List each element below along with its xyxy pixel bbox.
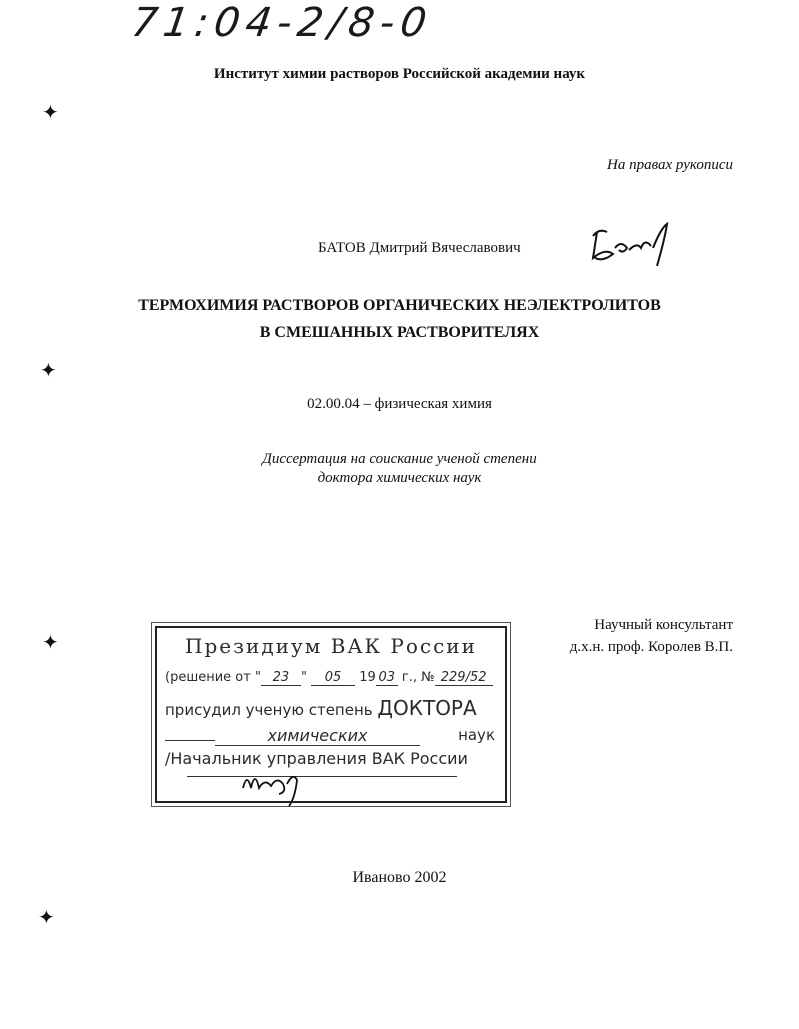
author-signature <box>585 218 685 273</box>
stamp-day: 23 <box>261 670 301 686</box>
manuscript-rights: На правах рукописи <box>607 157 733 173</box>
consultant-label: Научный консультант <box>594 617 733 633</box>
consultant-name: д.х.н. проф. Королев В.П. <box>569 639 733 655</box>
stamp-awarded: присудил ученую степень <box>165 701 373 719</box>
dissertation-title <box>0 292 799 346</box>
archive-number: 71:04-2/8-0 <box>128 0 436 46</box>
stamp-field-suffix: наук <box>458 726 495 744</box>
stamp-signature-line <box>187 776 457 777</box>
stamp-number: 229/52 <box>435 670 493 686</box>
stamp-field-line <box>165 726 495 746</box>
stamp-field-blank <box>165 740 215 741</box>
title-line-1: ТЕРМОХИМИЯ РАСТВОРОВ ОРГАНИЧЕСКИХ НЕЭЛЕКТРОЛИТОВ <box>138 297 661 314</box>
margin-mark-icon: ✦ <box>40 360 57 382</box>
stamp-awarded-line <box>165 696 477 720</box>
stamp-decision-line <box>165 670 493 686</box>
margin-mark-icon: ✦ <box>42 102 59 124</box>
city-year: Иваново 2002 <box>352 869 447 886</box>
institute-name: Институт химии растворов Российской академии наук <box>213 66 586 82</box>
stamp-year-prefix: 19 <box>359 670 376 685</box>
stamp-year-suffix: 03 <box>376 670 398 686</box>
scientific-consultant <box>553 614 733 658</box>
stamp-title: Президиум ВАК России <box>185 634 477 658</box>
specialty: 02.00.04 – физическая химия <box>307 396 492 412</box>
vak-stamp <box>155 626 507 803</box>
degree-statement <box>0 450 799 488</box>
stamp-head: /Начальник управления ВАК России <box>165 749 468 768</box>
title-line-2: В СМЕШАННЫХ РАСТВОРИТЕЛЯХ <box>259 324 540 341</box>
degree-line-2: доктора химических наук <box>317 470 482 486</box>
stamp-signature <box>237 758 307 808</box>
stamp-quote: " <box>300 670 307 685</box>
author-name: БАТОВ Дмитрий Вячеславович <box>318 240 521 256</box>
margin-mark-icon: ✦ <box>38 907 55 929</box>
stamp-field: химических <box>215 726 420 746</box>
degree-line-1: Диссертация на соискание ученой степени <box>262 451 537 467</box>
stamp-month: 05 <box>311 670 355 686</box>
margin-mark-icon: ✦ <box>42 632 59 654</box>
stamp-degree: ДОКТОРА <box>377 696 477 720</box>
stamp-year-end: г., № <box>397 670 435 685</box>
stamp-decision-prefix: (решение от " <box>165 670 261 685</box>
